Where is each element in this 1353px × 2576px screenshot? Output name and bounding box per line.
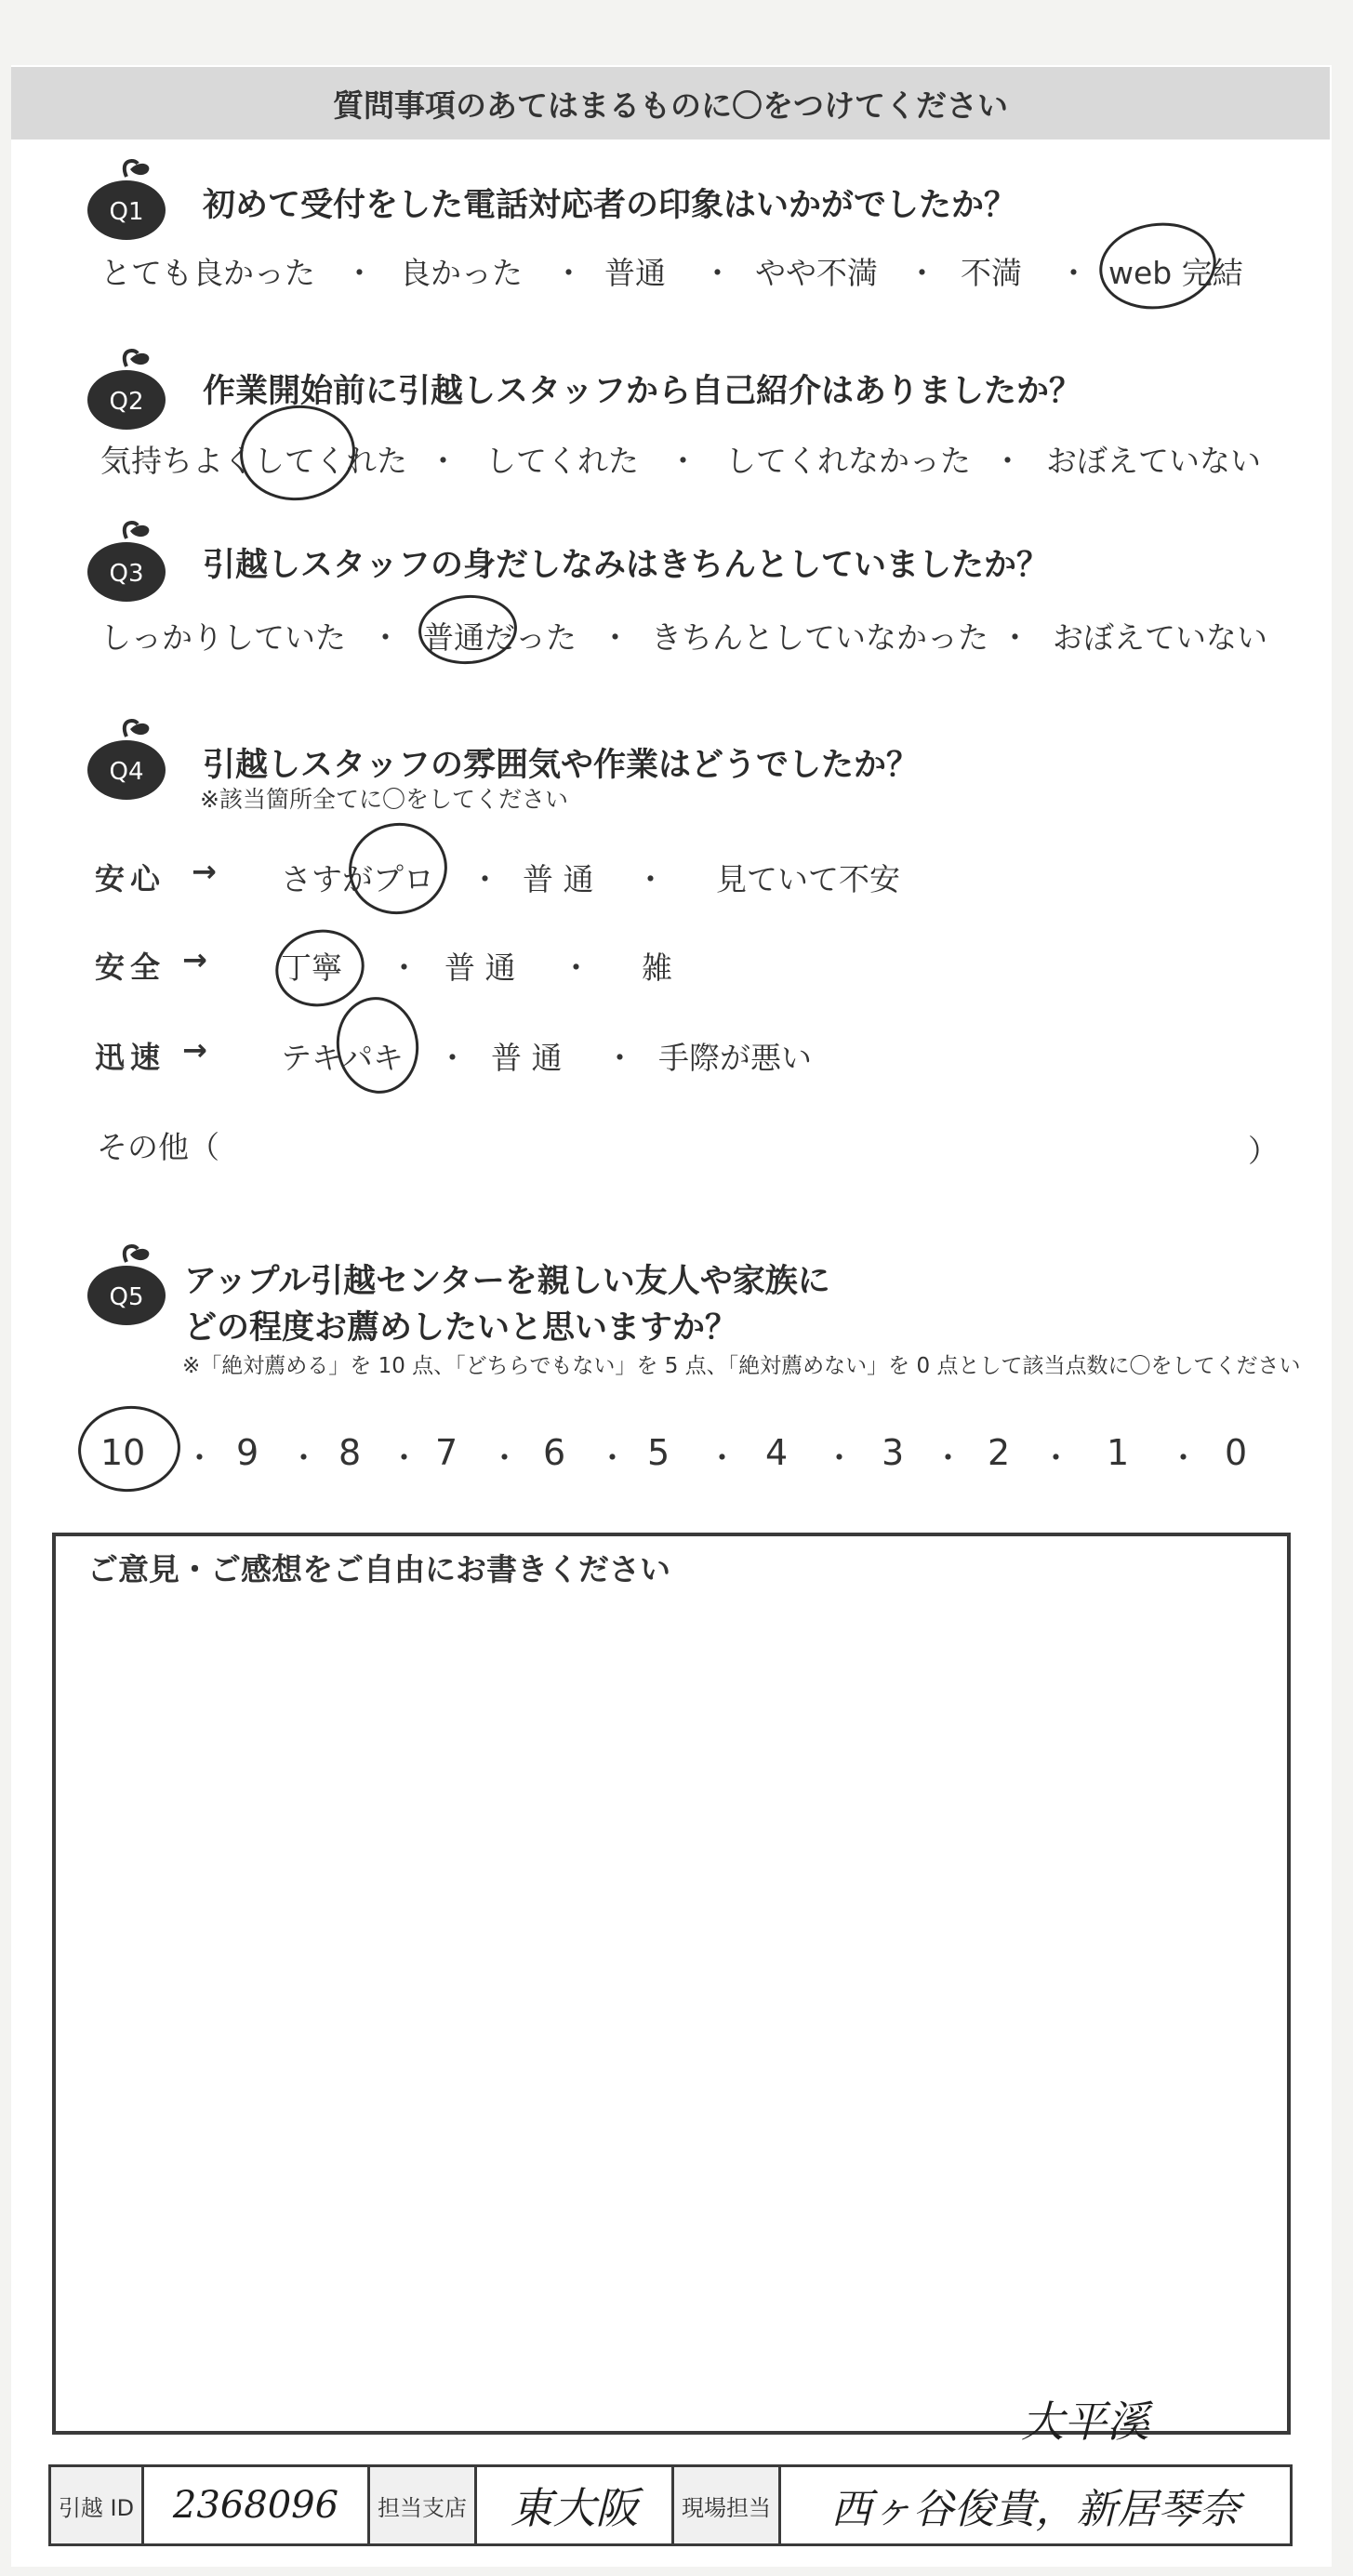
separator-dot: ・ bbox=[370, 619, 401, 656]
apple-icon bbox=[82, 716, 171, 805]
separator-dot: ・ bbox=[604, 1040, 635, 1076]
survey-header bbox=[11, 67, 1330, 139]
q5-title-line1: アップル引越センターを親しい友人や家族に bbox=[184, 1263, 830, 1300]
separator-dot: ・ bbox=[437, 1040, 468, 1076]
comments-box[interactable] bbox=[52, 1533, 1291, 2435]
q1-option[interactable]: やや不満 bbox=[755, 255, 878, 291]
q3-badge: Q3 bbox=[109, 560, 144, 588]
separator-dot: ・ bbox=[184, 1440, 215, 1476]
apple-icon bbox=[82, 518, 171, 607]
arrow-icon: → bbox=[192, 854, 217, 889]
q4-option-selected[interactable]: さすがプロ bbox=[281, 861, 434, 897]
q3-title: 引越しスタッフの身だしなみはきちんとしていましたか？ bbox=[203, 547, 1050, 584]
separator-dot: ・ bbox=[635, 861, 666, 897]
q4-row-label: 安全 bbox=[95, 949, 166, 985]
q5-title-line2: どの程度お薦めしたいと思いますか？ bbox=[184, 1309, 738, 1347]
score-option[interactable]: 9 bbox=[236, 1432, 259, 1473]
arrow-icon: → bbox=[182, 1032, 207, 1068]
separator-dot: ・ bbox=[553, 255, 584, 291]
separator-dot: ・ bbox=[1041, 1440, 1071, 1476]
score-option[interactable]: 6 bbox=[543, 1432, 566, 1473]
score-option[interactable]: 5 bbox=[647, 1432, 670, 1473]
q3-option-selected[interactable]: 普通だった bbox=[423, 619, 577, 656]
separator-dot: ・ bbox=[600, 619, 630, 656]
branch-label: 担当支店 bbox=[370, 2467, 477, 2543]
separator-dot: ・ bbox=[1168, 1440, 1199, 1476]
q4-option-selected[interactable]: 丁寧 bbox=[281, 949, 342, 986]
q2-option[interactable]: してくれた bbox=[485, 443, 639, 479]
score-option[interactable]: 2 bbox=[988, 1432, 1011, 1473]
q2-option[interactable]: おぼえていない bbox=[1046, 443, 1261, 479]
q2-badge: Q2 bbox=[109, 388, 144, 416]
score-option-selected[interactable]: 10 bbox=[100, 1432, 146, 1473]
separator-dot: ・ bbox=[668, 443, 698, 479]
separator-dot: ・ bbox=[288, 1440, 319, 1476]
apple-icon bbox=[82, 156, 171, 246]
q5-badge: Q5 bbox=[109, 1283, 144, 1311]
q4-other-close: ） bbox=[1248, 1133, 1279, 1169]
staff-label: 現場担当 bbox=[674, 2467, 781, 2543]
q4-other-label: その他（ bbox=[97, 1129, 219, 1165]
arrow-icon: → bbox=[182, 942, 207, 977]
separator-dot: ・ bbox=[597, 1440, 628, 1476]
q1-option[interactable]: とても良かった bbox=[100, 255, 315, 291]
q4-other-field[interactable] bbox=[223, 1123, 1237, 1161]
score-option[interactable]: 7 bbox=[435, 1432, 458, 1473]
q2-option-selected[interactable]: 気持ちよくしてくれた bbox=[100, 443, 407, 479]
q4-option[interactable]: 普 通 bbox=[523, 861, 594, 897]
score-option[interactable]: 3 bbox=[882, 1432, 905, 1473]
q4-option[interactable]: 手際が悪い bbox=[658, 1040, 812, 1076]
separator-dot: ・ bbox=[389, 1440, 419, 1476]
q1-option-selected[interactable]: web 完結 bbox=[1108, 255, 1243, 291]
separator-dot: ・ bbox=[702, 255, 733, 291]
apple-icon bbox=[82, 346, 171, 435]
q1-title: 初めて受付をした電話対応者の印象はいかがでしたか？ bbox=[203, 187, 1017, 224]
q4-option[interactable]: 普 通 bbox=[444, 949, 516, 986]
q1-badge: Q1 bbox=[109, 198, 144, 226]
separator-dot: ・ bbox=[1058, 255, 1089, 291]
separator-dot: ・ bbox=[907, 255, 937, 291]
q4-option[interactable]: 見ていて不安 bbox=[716, 861, 900, 897]
separator-dot: ・ bbox=[707, 1440, 737, 1476]
q3-option[interactable]: しっかりしていた bbox=[100, 619, 346, 656]
q3-option[interactable]: きちんとしていなかった bbox=[651, 619, 988, 656]
handwritten-staff-extra: 大平溪 bbox=[1021, 2397, 1149, 2447]
score-option[interactable]: 4 bbox=[765, 1432, 789, 1473]
q4-option[interactable]: 雑 bbox=[642, 949, 672, 986]
q1-option[interactable]: 良かった bbox=[400, 255, 523, 291]
q1-option[interactable]: 不満 bbox=[961, 255, 1022, 291]
separator-dot: ・ bbox=[992, 443, 1023, 479]
survey-title: 質問事項のあてはまるものに〇をつけてください bbox=[333, 86, 1008, 124]
staff-value[interactable]: 西ヶ谷俊貴，新居琴奈 bbox=[830, 2486, 1240, 2533]
comments-label: ご意見・ご感想をご自由にお書きください bbox=[87, 1551, 670, 1587]
separator-dot: ・ bbox=[561, 949, 591, 986]
separator-dot: ・ bbox=[344, 255, 375, 291]
separator-dot: ・ bbox=[1000, 619, 1030, 656]
q1-option[interactable]: 普通 bbox=[604, 255, 666, 291]
q4-row-label: 迅速 bbox=[95, 1040, 166, 1075]
score-option[interactable]: 8 bbox=[338, 1432, 362, 1473]
separator-dot: ・ bbox=[470, 861, 500, 897]
separator-dot: ・ bbox=[389, 949, 419, 986]
q4-title: 引越しスタッフの雰囲気や作業はどうでしたか？ bbox=[203, 747, 920, 784]
branch-value[interactable]: 東大阪 bbox=[477, 2467, 674, 2543]
q3-option[interactable]: おぼえていない bbox=[1053, 619, 1267, 656]
move-id-label: 引越 ID bbox=[51, 2467, 144, 2543]
footer-table bbox=[48, 2464, 1293, 2546]
q2-option[interactable]: してくれなかった bbox=[725, 443, 971, 479]
score-option[interactable]: 0 bbox=[1225, 1432, 1248, 1473]
q4-row-label: 安心 bbox=[95, 861, 166, 896]
q4-option-selected[interactable]: テキパキ bbox=[281, 1040, 404, 1076]
q4-note: ※該当箇所全てに〇をしてください bbox=[200, 786, 568, 813]
q2-title: 作業開始前に引越しスタッフから自己紹介はありましたか？ bbox=[203, 373, 1082, 410]
q4-option[interactable]: 普 通 bbox=[491, 1040, 563, 1076]
move-id-value[interactable]: 2368096 bbox=[144, 2467, 370, 2543]
q5-note: ※「絶対薦める」を 10 点、「どちらでもない」を 5 点、「絶対薦めない」を 0 点として該当点数に〇をしてください bbox=[182, 1354, 1301, 1378]
separator-dot: ・ bbox=[824, 1440, 855, 1476]
separator-dot: ・ bbox=[933, 1440, 963, 1476]
separator-dot: ・ bbox=[428, 443, 458, 479]
score-option[interactable]: 1 bbox=[1107, 1432, 1130, 1473]
q4-badge: Q4 bbox=[109, 758, 144, 786]
separator-dot: ・ bbox=[489, 1440, 520, 1476]
apple-icon bbox=[82, 1242, 171, 1331]
